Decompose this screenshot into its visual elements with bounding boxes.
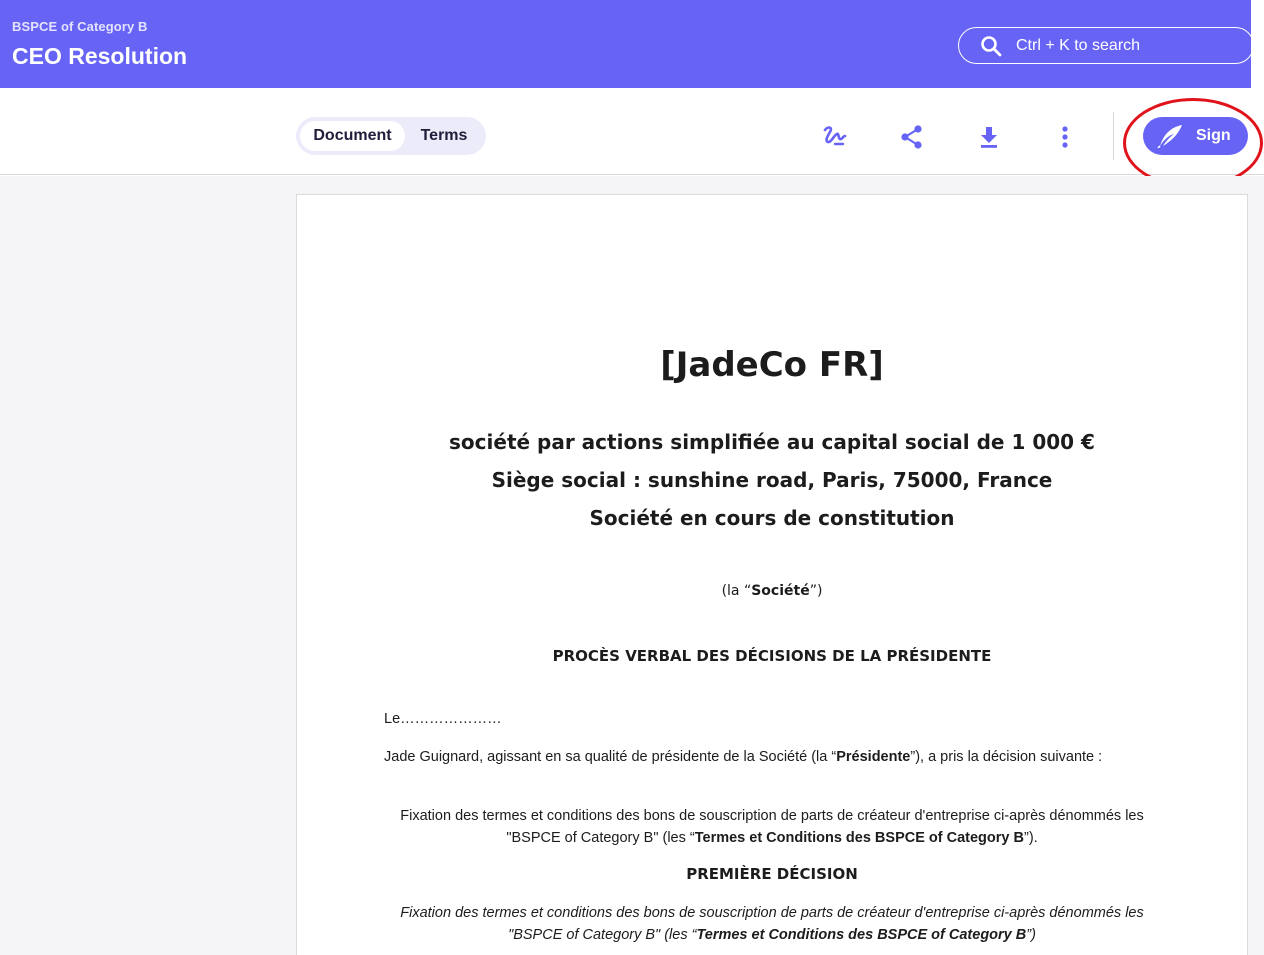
search-input[interactable] [958,27,1254,64]
societe-definition: (la “Société”) [721,583,823,599]
premiere-decision-heading: PREMIÈRE DÉCISION [686,865,858,883]
download-icon[interactable] [974,122,1004,152]
company-type: société par actions simplifiée au capital social de 1 000 € [449,430,1095,454]
app-header [0,0,1251,88]
more-vertical-icon[interactable] [1050,122,1080,152]
tab-terms[interactable]: Terms [420,127,468,144]
header-subtitle: BSPCE of Category B [12,19,148,34]
proces-verbal-heading: PROCÈS VERBAL DES DÉCISIONS DE LA PRÉSIDENTE [552,647,992,665]
signature-icon[interactable] [820,122,850,152]
search-placeholder: Ctrl + K to search [1016,37,1141,54]
document-page [296,194,1248,955]
quill-icon [1157,124,1183,148]
view-toggle [296,117,486,155]
company-name: [JadeCo FR] [660,345,884,385]
share-icon[interactable] [897,122,927,152]
sign-button[interactable] [1143,117,1248,155]
page-title: CEO Resolution [12,43,188,69]
decision-subtitle: Fixation des termes et conditions des bons de souscription de parts de créateur d'entreprise ci-après dénommés les "BSPCE of Category B" (les “Termes et Conditions des BSPCE of Category B”) [400,905,1144,943]
agenda-item: Fixation des termes et conditions des bons de souscription de parts de créateur d'entreprise ci-après dénommés les "BSPCE of Category B" (les “Termes et Conditions des BSPCE of Category B”). [400,808,1144,846]
window-edge [1251,0,1264,88]
toolbar-divider [1113,112,1114,160]
registered-office: Siège social : sunshine road, Paris, 75000, France [491,468,1053,492]
tab-document[interactable]: Document [300,121,405,151]
sign-button-label: Sign [1196,127,1231,144]
president-paragraph: Jade Guignard, agissant en sa qualité de présidente de la Société (la “Présidente”), a pris la décision suivante : [384,749,1103,765]
date-line: Le………………… [384,711,502,727]
search-icon [979,34,1003,58]
company-status: Société en cours de constitution [589,506,955,530]
